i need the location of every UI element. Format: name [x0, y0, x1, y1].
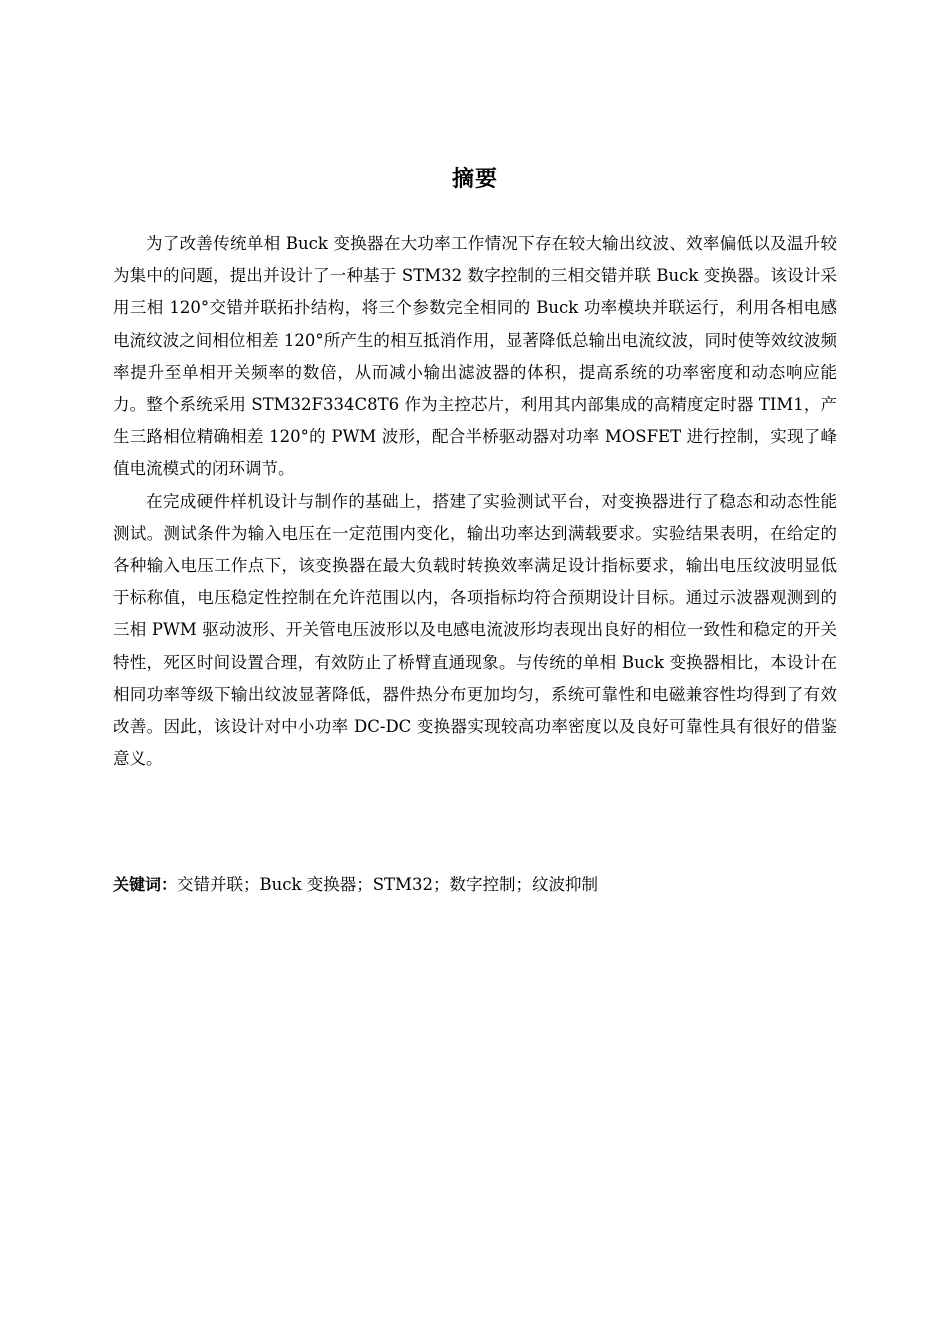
- abstract-body: [113, 228, 837, 775]
- keywords-value: 交错并联；Buck 变换器；STM32；数字控制；纹波抑制: [177, 875, 598, 894]
- keywords-label: 关键词：: [113, 875, 178, 894]
- abstract-paragraph-1: 为了改善传统单相 Buck 变换器在大功率工作情况下存在较大输出纹波、效率偏低以及温升较为集中的问题，提出并设计了一种基于 STM32 数字控制的三相交错并联 Buck 变换器。该设计采用三相 120°交错并联拓扑结构，将三个参数完全相同的 Buck 功率模块并联运行，利用各相电感电流纹波之间相位相差 120°所产生的相互抵消作用，显著降低总输出电流纹波，同时使等效纹波频率提升至单相开关频率的数倍，从而减小输出滤波器的体积，提高系统的功率密度和动态响应能力。整个系统采用 STM32F334C8T6 作为主控芯片，利用其内部集成的高精度定时器 TIM1，产生三路相位精确相差 120°的 PWM 波形，配合半桥驱动器对功率 MOSFET 进行控制，实现了峰值电流模式的闭环调节。: [113, 234, 837, 479]
- keywords-line: [113, 869, 837, 901]
- abstract-paragraph-2: 在完成硬件样机设计与制作的基础上，搭建了实验测试平台，对变换器进行了稳态和动态性能测试。测试条件为输入电压在一定范围内变化，输出功率达到满载要求。实验结果表明，在给定的各种输入电压工作点下，该变换器在最大负载时转换效率满足设计指标要求，输出电压纹波明显低于标称值，电压稳定性控制在允许范围以内，各项指标均符合预期设计目标。通过示波器观测到的三相 PWM 驱动波形、开关管电压波形以及电感电流波形均表现出良好的相位一致性和稳定的开关特性，死区时间设置合理，有效防止了桥臂直通现象。与传统的单相 Buck 变换器相比，本设计在相同功率等级下输出纹波显著降低，器件热分布更加均匀，系统可靠性和电磁兼容性均得到了有效改善。因此，该设计对中小功率 DC-DC 变换器实现较高功率密度以及良好可靠性具有很好的借鉴意义。: [113, 491, 837, 769]
- page-title: 摘要: [451, 167, 498, 192]
